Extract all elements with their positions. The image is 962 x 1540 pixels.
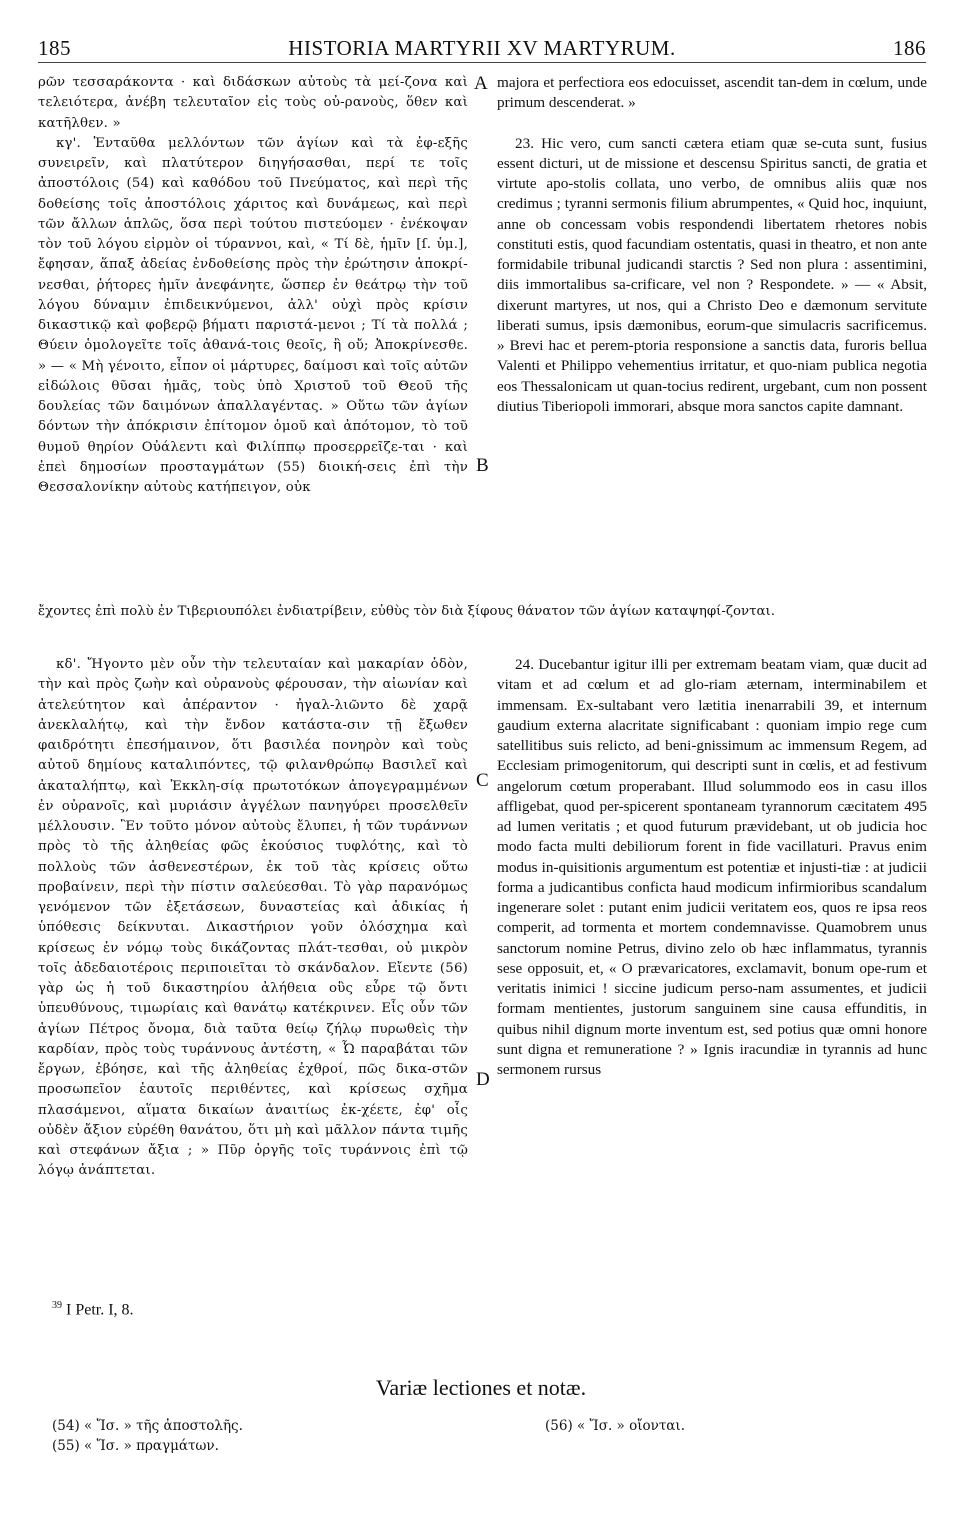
- running-head: [38, 36, 926, 60]
- note-55: (55) « Ἴσ. » πραγμάτων.: [52, 1438, 219, 1454]
- footnote-text: I Petr. I, 8.: [66, 1301, 134, 1319]
- note-56: (56) « Ἴσ. » οἴονται.: [545, 1418, 685, 1434]
- greek-paragraph-24: κδ'. Ἤγοντο μὲν οὖν τὴν τελευταίαν καὶ μακαρίαν ὁδὸν, τὴν καὶ πρὸς ζωὴν καὶ οὐρανοὺς φέρουσαν, τὴν αἰωνίαν καὶ ἀτελεύτητον καὶ ἀπέραντον · ἠγαλ-λιῶντο δὲ χαρᾷ ἀνεκλαλήτῳ, καὶ τὴν ἔνδον κατάστα-σιν τῇ ἔξωθεν φαιδρότητι ἐπεσήμαινον, ὅτι βασιλέα πονηρὸν καὶ τοὺς αὐτοῦ δημίους καταλιπόντες, τῷ φιλανθρώπῳ Βασιλεῖ καὶ ἀκαταλήπτῳ, καὶ Ἐκκλη-σίᾳ πρωτοτόκων ἀπογεγραμμένων ἐν οὐρανοῖς, καὶ μυριάσιν ἀγγέλων πανηγύρει προσελθεῖν μέλλουσιν. Ἓν τοῦτο μόνον αὐτοὺς ἔλυπει, ἡ τῶν τυράννων πρὸς τὸ τῆς ἀληθείας φῶς ἑκούσιος τυφλότης, καὶ τὸ πολλοὺς τῶν ἀσθενεστέρων, ἐκ τοῦ τὰς κρίσεις οὕτω προβαίνειν, περὶ τὴν πίστιν σαλεύεσθαι. Τὸ γὰρ παρανόμως γενόμενον τῶν ἐξετάσεων, δυναστείας καὶ ἀδικίας ἡ ὑπόθεσις δείκνυται. Δικαστήριον γοῦν ὀλόσχημα καὶ κρίσεως ἐν νόμῳ τοὺς δικάζοντας πλάτ-τεσθαι, οὐ μικρὸν τοῖς ἀδεδαιοτέροις περιποιεῖται τὸ σκάνδαλον. Εἴεντε (56) γὰρ ὡς ἡ τοῦ δικαστηρίου ἀλήθεια οὓς εὗρε τῷ ὄντι ὑπευθύνους, τιμωρίαις καὶ θανάτῳ κατέκρινεν. Εἷς οὖν τῶν ἁγίων Πέτρος ὄνομα, διὰ ταῦτα θείῳ ζήλῳ πυρωθεὶς τὴν καρδίαν, πρὸς τοὺς τυράννους ἀντέστη, « Ὦ παραβάται τῶν ἔργων, ἐβόησε, καὶ τῆς ἀληθείας ἐχθροί, πῶς δικα-στῶν προσωπεῖον ἑαυτοῖς περιθέντες, καὶ κρίσεως σχῆμα πλασάμενοι, αἵματα δικαίων ἀναιτίως ἐκ-χέετε, ἐφ' οἷς οὐδὲν ἄξιον εὑρέθη θανάτου, ὅτι μὴ καὶ μᾶλλον πάντα τιμῆς καὶ στεφάνων ἄξια ; » Πῦρ ὀργῆς τοῖς τυράννοις ἐπὶ τῷ λόγῳ ἀνάπτεται.: [38, 657, 468, 1179]
- greek-paragraph-23: κγ'. Ἐνταῦθα μελλόντων τῶν ἁγίων καὶ τὰ ἐφ-εξῆς συνειρεῖν, καὶ πλατύτερον διηγήσασθαι, περί τε τοῖς ἀποστόλοις (54) καὶ καθόδου τοῦ Πνεύματος, καὶ περὶ τῆς δοθείσης τοῖς ἀποστόλοις χάριτος καὶ δυνάμεως, καὶ περὶ τῶν ἄλλων ἁπλῶς, ὅσα περὶ τούτου πιστεύομεν · ἐνέκοψαν τὸν τοῦ λόγου εἱρμὸν οἱ τύραννοι, καὶ, « Τί δὲ, ἡμῖν [ſ. ὑμ.], ἔφησαν, ἅπαξ ἀδείας ἐνδοθείσης πρὸς τὴν ἐρώτησιν ἀποκρί-νεσθαι, ῥήτορες ἡμῖν ἀνεφάνητε, ὥσπερ ἐν θεάτρῳ τὴν τοῦ λόγου δύναμιν ἐπιδεικνύμενοι, ἀλλ' οὐχὶ πρὸς κρίσιν δικαστικῷ καὶ φοβερῷ βήματι παριστά-μενοι ; Τί τὰ πολλά ; Θύειν ὁμολογεῖτε τοῖς ἀθανά-τοις θεοῖς, ἢ οὔ; Ἀποκρίνεσθε. » — « Μὴ γένοιτο, εἶπον οἱ μάρτυρες, δαίμοσι καὶ τοῖς αὐτῶν εἰδώλοις θῦσαι ἡμᾶς, τοὺς ὑπὸ Χριστοῦ τοῦ Θεοῦ τῆς δουλείας τῶν δαιμόνων ἀπαλλαγέντας. » Οὕτω τῶν ἁγίων δόντων τὴν ἀπόκρισιν ἐπίτομον ὁμοῦ καὶ ἀπότομον, τὸ τοῦ θυμοῦ θηρίον Οὐάλεντι καὶ Φιλίππῳ προσερρεῖζε-ται · καὶ ἐπεὶ δημοσίων προσταγμάτων (55) διοική-σεις ἐπὶ τὴν Θεσσαλονίκην αὐτοὺς κατήπειγον, οὐκ: [38, 135, 468, 495]
- footnote-number: 39: [52, 1300, 62, 1311]
- greek-column-bottom: [38, 655, 468, 1182]
- section-marker-c: C: [476, 770, 489, 791]
- header-rule: [38, 62, 926, 63]
- latin-paragraph-23: 23. Hic vero, cum sancti cætera etiam quæ se-cuta sunt, fusius essent dicturi, ut de missione et descensu Spiritus sancti, de gratia et virtute apo-stolis collata, uno verbo, de omnibus aliis quæ nos credimus ; tyranni sermonis filium abrumpentes, « Quid hoc, inquiunt, anne ob concessam vobis respondendi libertatem rhetores nobis constituti estis, quod facundiam ostentatis, quasi in theatro, et non ante formidabile tribunal judicandi starctis ? Sed non plura : assentimini, diis immortalibus sa-crificare, vel non ? Respondete. » — « Absit, dixerunt martyres, ut nos, qui a Christo Deo e dæmonum servitute liberati sumus, ipsis dæmonibus, eorum-que simulacris sacrificemus. » Brevi hac et perem-ptoria responsione a sanctis data, furoris bellua Valenti et Philippo vehementius irritatur, et quo-niam publica negotia eos Thessalonicam ut quan-tocius redirent, urgebant, cum non possent diutius Tiberiopoli immorari, absque mora sanctos capite damnant.: [497, 134, 927, 415]
- notes-right-column: [545, 1416, 685, 1436]
- latin-paragraph-24: 24. Ducebantur igitur illi per extremam beatam viam, quæ ducit ad vitam et ad cœlum et ad glo-riam æternam, interminabilem et immensam. Ex-sultabant vero lætitia inenarrabili 39, et internum gaudium externa alacritate significabant : quoniam impio rege cum satellitibus suis relicto, ad beni-gnissimum ac immensum Regem, ad Ecclesiam primogenitorum, qui descripti sunt in cœlis, et ad festivum angelorum cœtum properabant. Illud solummodo eos in casu illos affligebat, quod per-spicerent spontaneam tyrannorum cæcitatem 495 ad lumen veritatis ; et quod futurum prævidebant, ut ob judicia hoc modo facta multi debiliorum forent in fide vacillaturi. Pravus enim modus in-quisitionis argumentum est potentiæ et injusti-tiæ : at judicii forma a judicantibus conficta haud modicum infirmioribus scandalum ingenerare solet : putant enim judicii veritatem eos, quos re ipsa reos comperit, ad tormenta et mortem condemnavisse. Quamobrem unus sanctorum nomine Petrus, divino zelo ob hæc inflammatus, tyrannis sese opposuit, et, « O prævaricatores, exclamavit, bonum ope-rum et veritatis inimici ! siccine judicum perso-nam assumentes, et judicii formam mentientes, justorum sanguinem sine causa effunditis, in quibus nihil dignum morte inventum est, sed potius quæ omni honore sunt digna et remuneratione ? » Ignis iracundiæ in tyrannis ad hunc sermonem rursus: [497, 656, 927, 1078]
- notes-title: Variæ lectiones et notæ.: [375, 1375, 587, 1400]
- greek-paragraph-1: ρῶν τεσσαράκοντα · καὶ διδάσκων αὐτοὺς τὰ μεί-ζονα καὶ τελειότερα, ἀνέβη τελευταῖον εἰς τοὺς οὐ-ρανοὺς, ὅθεν καὶ κατῆλθεν. »: [38, 75, 468, 131]
- notes-left-column: [52, 1416, 243, 1456]
- page-number-left: 185: [38, 36, 71, 60]
- footnote: [52, 1300, 134, 1319]
- section-marker-b: B: [476, 455, 489, 476]
- greek-column-top: [38, 73, 468, 498]
- running-title: HISTORIA MARTYRII XV MARTYRUM.: [288, 36, 676, 60]
- latin-paragraph-1: majora et perfectiora eos edocuisset, ascendit tan-dem in cœlum, unde primum descenderat. »: [497, 74, 927, 112]
- latin-column-top: [497, 73, 927, 417]
- page-number-right: 186: [893, 36, 926, 60]
- latin-column-bottom: [497, 655, 927, 1080]
- greek-spanning-line: ἔχοντες ἐπὶ πολὺ ἐν Τιβεριουπόλει ἐνδιατρίβειν, εὐθὺς τὸν διὰ ξίφους θάνατον τῶν ἁγίων καταψηφί-ζονται.: [38, 604, 775, 619]
- note-54: (54) « Ἴσ. » τῆς ἀποστολῆς.: [52, 1418, 243, 1434]
- section-marker-d: D: [476, 1069, 490, 1090]
- section-marker-a: A: [474, 73, 488, 94]
